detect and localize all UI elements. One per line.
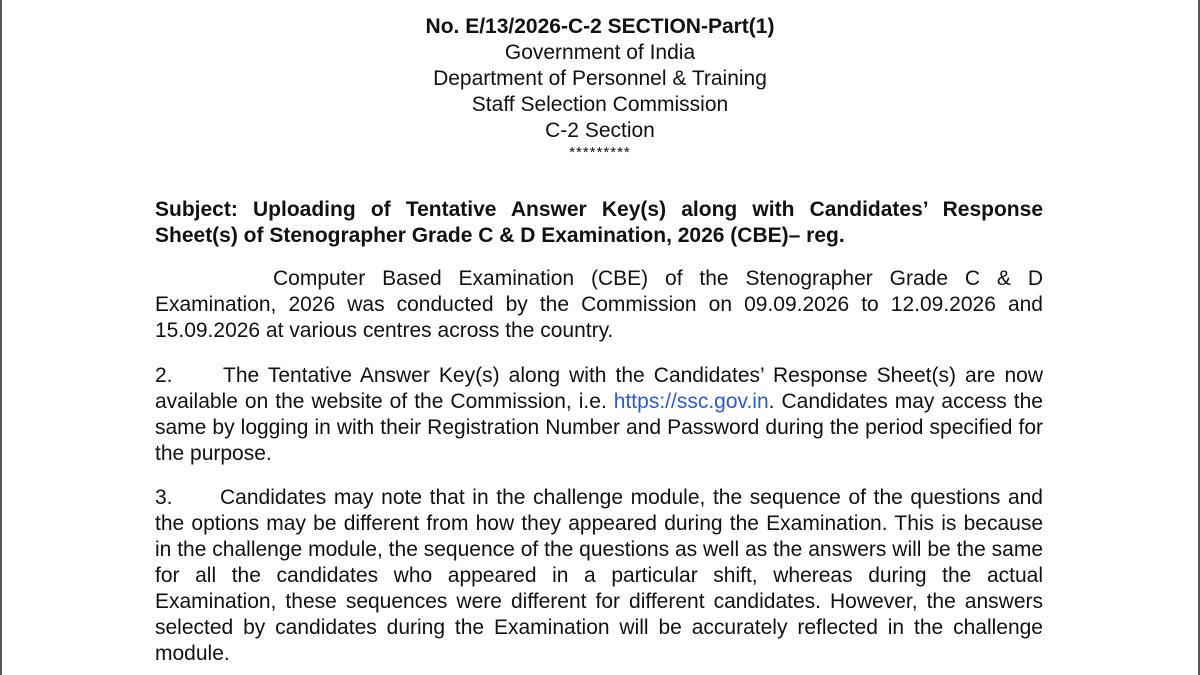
paragraph-2: [155, 363, 1043, 467]
ssc-website-link[interactable]: https://ssc.gov.in: [613, 390, 769, 413]
header-commission: Staff Selection Commission: [471, 93, 729, 116]
header-department: Department of Personnel & Training: [433, 67, 767, 90]
paragraph-1: Computer Based Examination (CBE) of the Stenographer Grade C & D Examination, 2026 was conducted by the Commission on 09.09.2026 to 12.09.2026 and 15.09.2026 at various centres across the country.: [155, 267, 1043, 342]
subject-line: Subject: Uploading of Tentative Answer Key(s) along with Candidates’ Response Sheet(s) of Stenographer Grade C & D Examination, 2026 (CBE)– reg.: [155, 198, 1043, 247]
paragraph-2-text-before-link: The Tentative Answer Key(s) along with the Candidates’ Response Sheet(s) are now available on the website of the Commission, i.e.: [155, 364, 1043, 413]
paragraph-2-text-after-link: . Candidates may access the same by logging in with their Registration Number and Password during the period specified for the purpose.: [155, 390, 1043, 465]
header-government: Government of India: [504, 41, 696, 64]
header-section: C-2 Section: [545, 119, 655, 142]
paragraph-2-number: 2.: [155, 364, 173, 387]
notice-header: [0, 14, 1200, 160]
paragraph-3-number: 3.: [155, 486, 173, 509]
paragraph-3: [155, 485, 1043, 667]
header-separator: *********: [569, 144, 631, 161]
paragraph-3-text: Candidates may note that in the challenge module, the sequence of the questions and the options may be different from how they appeared during the Examination. This is because in the challenge module, the sequence of the questions as well as the answers will be the same for all the candidates who appeared in a particular shift, whereas during the actual Examination, these sequences were different for different candidates. However, the answers selected by candidates during the Examination will be accurately reflected in the challenge module.: [155, 486, 1043, 665]
reference-number: No. E/13/2026-C-2 SECTION-Part(1): [425, 15, 775, 38]
